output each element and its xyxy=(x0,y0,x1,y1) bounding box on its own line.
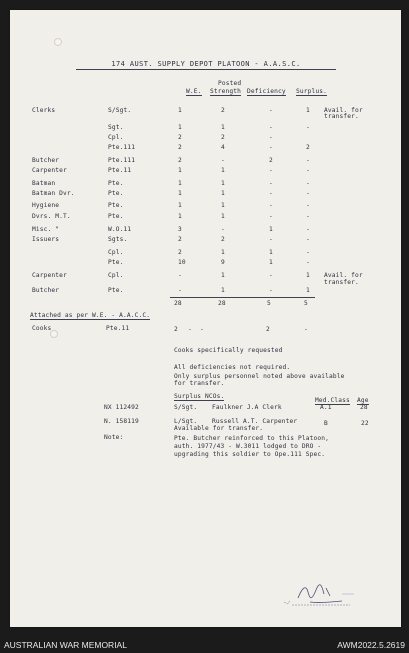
row-surplus: 1 xyxy=(306,287,310,294)
row-strength: 4 xyxy=(221,144,225,151)
row-surplus: - xyxy=(306,167,310,174)
row-surplus: - xyxy=(306,259,310,266)
row-role: Issuers xyxy=(32,236,60,243)
row-deficiency: - xyxy=(269,180,273,187)
row-surplus: - xyxy=(306,236,310,243)
row-strength: 1 xyxy=(221,202,225,209)
row-role: Dvrs. M.T. xyxy=(32,213,71,220)
nco1-name: Faulkner J.A Clerk xyxy=(212,404,282,411)
row-deficiency: - xyxy=(269,202,273,209)
row-rank: Pte. xyxy=(108,190,124,197)
row-we: 1 xyxy=(178,190,182,197)
attached-deficiency: 2 xyxy=(266,326,270,333)
row-surplus: - xyxy=(306,180,310,187)
row-we: 1 xyxy=(178,202,182,209)
row-strength: 1 xyxy=(221,213,225,220)
note-line-2: auth. 1977/43 - W.3011 lodged to DRO - xyxy=(174,443,322,450)
attached-strength: - xyxy=(188,326,192,333)
row-we: 2 xyxy=(178,144,182,151)
row-surplus: - xyxy=(306,157,310,164)
row-rank: Pte. xyxy=(108,202,124,209)
row-we: 2 xyxy=(178,157,182,164)
note-cooks: Cooks specifically requested xyxy=(174,347,283,354)
row-deficiency: - xyxy=(269,213,273,220)
nco2-age: 22 xyxy=(361,420,369,427)
row-deficiency: - xyxy=(269,287,273,294)
row-deficiency: - xyxy=(269,236,273,243)
row-we: 3 xyxy=(178,226,182,233)
row-rank: W.O.11 xyxy=(108,226,132,233)
row-role: Batman Dvr. xyxy=(32,190,75,197)
row-strength: 9 xyxy=(221,259,225,266)
row-we: - xyxy=(178,272,182,279)
row-note: transfer. xyxy=(324,113,359,120)
row-we: 2 xyxy=(178,236,182,243)
row-surplus: - xyxy=(306,249,310,256)
row-role: Clerks xyxy=(32,107,56,114)
attached-we: 2 xyxy=(174,326,178,333)
note-line-1: Pte. Butcher reinforced to this Platoon, xyxy=(174,435,330,442)
header-we: W.E. xyxy=(186,88,202,95)
row-role: Misc. " xyxy=(32,226,60,233)
attached-heading: Attached as per W.E. - A.A.C.C. xyxy=(30,312,151,319)
row-rank: Cpl. xyxy=(108,249,124,256)
row-strength: - xyxy=(221,157,225,164)
nco1-age: 28 xyxy=(360,404,368,411)
header-surplus: Surplus. xyxy=(296,88,328,95)
total-deficiency: 5 xyxy=(267,300,271,307)
row-rank: Pte.111 xyxy=(108,157,136,164)
header-deficiency: Deficiency xyxy=(247,88,286,95)
document-title: 174 AUST. SUPPLY DEPOT PLATOON - A.A.S.C. xyxy=(76,60,336,70)
med-class-label: Med.Class xyxy=(315,397,350,404)
row-surplus: - xyxy=(306,226,310,233)
row-we: 1 xyxy=(178,107,182,114)
nco2-number: N. 158119 xyxy=(104,418,139,425)
row-rank: Sgts. xyxy=(108,236,128,243)
total-strength: 28 xyxy=(218,300,226,307)
row-strength: 1 xyxy=(221,272,225,279)
row-rank: Pte. xyxy=(108,180,124,187)
row-rank: S/Sgt. xyxy=(108,107,132,114)
row-rank: Pte. xyxy=(108,259,124,266)
surplus-nco-heading: Surplus NCOs. xyxy=(174,393,225,400)
row-rank: Cpl. xyxy=(108,272,124,279)
row-deficiency: 1 xyxy=(269,226,273,233)
row-surplus: - xyxy=(306,213,310,220)
attached-strength-2: - xyxy=(200,326,204,333)
row-deficiency: - xyxy=(269,124,273,131)
note-surplus-line2: for transfer. xyxy=(174,380,225,387)
punch-hole xyxy=(54,38,62,46)
row-role: Butcher xyxy=(32,157,60,164)
note-line-3: upgrading this soldier to Ope.111 Spec. xyxy=(174,451,326,458)
attached-surplus: - xyxy=(304,326,308,333)
row-strength: 1 xyxy=(221,287,225,294)
row-we: 1 xyxy=(178,167,182,174)
nco1-number: NX 112492 xyxy=(104,404,139,411)
row-deficiency: - xyxy=(269,272,273,279)
row-note: Avail. for xyxy=(324,272,363,279)
row-role: Batman xyxy=(32,180,56,187)
footer-institution: AUSTRALIAN WAR MEMORIAL xyxy=(4,640,127,650)
nco2-note: Available for transfer. xyxy=(174,425,264,432)
row-note: Avail. for xyxy=(324,107,363,114)
row-deficiency: 1 xyxy=(269,259,273,266)
row-role: Hygiene xyxy=(32,202,60,209)
row-strength: 1 xyxy=(221,190,225,197)
row-rank: Pte. xyxy=(108,213,124,220)
row-deficiency: 2 xyxy=(269,157,273,164)
row-strength: 2 xyxy=(221,236,225,243)
nco2-med: B xyxy=(324,420,328,427)
row-surplus: - xyxy=(306,202,310,209)
row-we: 2 xyxy=(178,249,182,256)
row-rank: Sgt. xyxy=(108,124,124,131)
nco1-med: A.1 xyxy=(320,404,332,411)
row-surplus: - xyxy=(306,190,310,197)
attached-role: Cooks xyxy=(32,325,52,332)
row-rank: Pte.111 xyxy=(108,144,136,151)
row-we: - xyxy=(178,287,182,294)
nco1-rank: S/Sgt. xyxy=(174,404,198,411)
total-surplus: 5 xyxy=(304,300,308,307)
row-we: 1 xyxy=(178,180,182,187)
row-we: 2 xyxy=(178,134,182,141)
handwritten-signature xyxy=(280,572,360,612)
row-strength: 2 xyxy=(221,107,225,114)
totals-rule xyxy=(170,297,315,298)
footer-accession: AWM2022.5.2619 xyxy=(337,640,405,650)
row-deficiency: - xyxy=(269,144,273,151)
note-deficiencies: All deficiencies not required. xyxy=(174,364,291,371)
row-we: 10 xyxy=(178,259,186,266)
row-deficiency: - xyxy=(269,190,273,197)
header-posted: Posted xyxy=(218,80,242,87)
row-surplus: - xyxy=(306,124,310,131)
row-strength: 1 xyxy=(221,180,225,187)
age-label: Age xyxy=(357,397,369,404)
nco2-name: Russell A.T. Carpenter xyxy=(212,418,298,425)
total-we: 28 xyxy=(174,300,182,307)
row-strength: 2 xyxy=(221,134,225,141)
header-strength: Strength xyxy=(210,88,242,95)
archive-footer xyxy=(0,634,409,653)
row-rank: Pte.11 xyxy=(108,167,132,174)
row-rank: Pte. xyxy=(108,287,124,294)
attached-rank: Pte.11 xyxy=(106,325,130,332)
row-deficiency: - xyxy=(269,107,273,114)
row-we: 1 xyxy=(178,213,182,220)
row-rank: Cpl. xyxy=(108,134,124,141)
row-strength: 1 xyxy=(221,167,225,174)
note-label: Note: xyxy=(104,434,124,441)
nco2-rank: L/Sgt. xyxy=(174,418,198,425)
row-role: Carpenter xyxy=(32,167,67,174)
row-surplus: 1 xyxy=(306,272,310,279)
row-deficiency: - xyxy=(269,167,273,174)
row-strength: 1 xyxy=(221,249,225,256)
row-surplus: 1 xyxy=(306,107,310,114)
row-deficiency: 1 xyxy=(269,249,273,256)
row-deficiency: - xyxy=(269,134,273,141)
row-strength: - xyxy=(221,226,225,233)
row-strength: 1 xyxy=(221,124,225,131)
row-note: transfer. xyxy=(324,279,359,286)
row-role: Carpenter xyxy=(32,272,67,279)
row-role: Butcher xyxy=(32,287,60,294)
note-surplus-line1: Only surplus personnel noted above available xyxy=(174,373,345,380)
row-we: 1 xyxy=(178,124,182,131)
row-surplus: 2 xyxy=(306,144,310,151)
